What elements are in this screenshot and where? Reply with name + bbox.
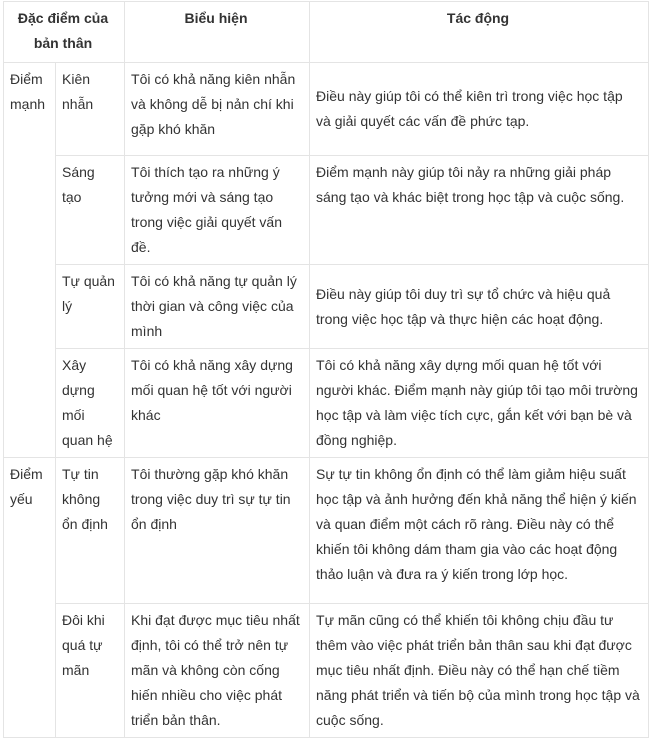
trait-cell: Đôi khi quá tự mãn (56, 604, 125, 738)
table-row (4, 156, 649, 265)
table-row (4, 349, 649, 458)
expression-cell: Tôi có khả năng tự quản lý thời gian và công việc của mình (125, 265, 310, 349)
expression-cell: Tôi thích tạo ra những ý tưởng mới và sáng tạo trong việc giải quyết vấn đề. (125, 156, 310, 265)
trait-cell: Kiên nhẫn (56, 63, 125, 156)
trait-cell: Tự quản lý (56, 265, 125, 349)
impact-cell: Điều này giúp tôi duy trì sự tổ chức và hiệu quả trong việc học tập và thực hiện các hoạt động. (310, 265, 649, 349)
trait-cell: Sáng tạo (56, 156, 125, 265)
table-row (4, 604, 649, 738)
impact-cell: Tự mãn cũng có thể khiến tôi không chịu đầu tư thêm vào việc phát triển bản thân sau khi đạt được mục tiêu nhất định. Điều này có thể hạn chế tiềm năng phát triển và tiến bộ của mình trong học tập và cuộc sống. (310, 604, 649, 738)
trait-cell: Xây dựng mối quan hệ (56, 349, 125, 458)
table-row (4, 458, 649, 604)
table-header-row (4, 2, 649, 63)
self-assessment-table (3, 1, 649, 738)
group-label-strengths: Điểm mạnh (4, 63, 56, 458)
table-row (4, 63, 649, 156)
impact-cell: Điều này giúp tôi có thể kiên trì trong việc học tập và giải quyết các vấn đề phức tạp. (310, 63, 649, 156)
group-label-weaknesses: Điểm yếu (4, 458, 56, 738)
expression-cell: Khi đạt được mục tiêu nhất định, tôi có thể trở nên tự mãn và không còn cống hiến nhiều cho việc phát triển bản thân. (125, 604, 310, 738)
impact-cell: Điểm mạnh này giúp tôi nảy ra những giải pháp sáng tạo và khác biệt trong học tập và cuộc sống. (310, 156, 649, 265)
expression-cell: Tôi có khả năng xây dựng mối quan hệ tốt với người khác (125, 349, 310, 458)
impact-cell: Sự tự tin không ổn định có thể làm giảm hiệu suất học tập và ảnh hưởng đến khả năng thể hiện ý kiến và quan điểm một cách rõ ràng. Điều này có thể khiến tôi không dám tham gia vào các hoạt động thảo luận và đưa ra ý kiến trong lớp học. (310, 458, 649, 604)
table-row (4, 265, 649, 349)
impact-cell: Tôi có khả năng xây dựng mối quan hệ tốt với người khác. Điểm mạnh này giúp tôi tạo môi trường học tập và làm việc tích cực, gắn kết với bạn bè và đồng nghiệp. (310, 349, 649, 458)
header-impact: Tác động (310, 2, 649, 63)
expression-cell: Tôi có khả năng kiên nhẫn và không dễ bị nản chí khi gặp khó khăn (125, 63, 310, 156)
trait-cell: Tự tin không ổn định (56, 458, 125, 604)
expression-cell: Tôi thường gặp khó khăn trong việc duy trì sự tự tin ổn định (125, 458, 310, 604)
header-expression: Biểu hiện (125, 2, 310, 63)
header-trait: Đặc điểm của bản thân (4, 2, 125, 63)
